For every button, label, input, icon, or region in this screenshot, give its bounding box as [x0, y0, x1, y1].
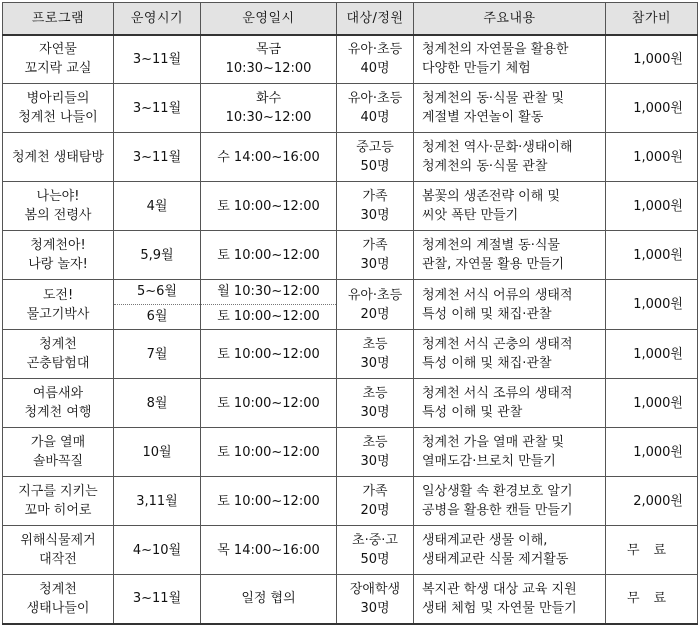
period-cell: 4~10월 — [114, 526, 201, 575]
schedule-line: 수 14:00~16:00 — [217, 149, 320, 165]
program-cell — [3, 330, 114, 379]
program-name-line: 생태나들이 — [26, 600, 90, 616]
content-line: 청계천의 동·식물 관찰 및 — [422, 91, 565, 106]
header-content: 주요내용 — [414, 3, 606, 35]
program-name-line: 나랑 놀자! — [28, 257, 88, 272]
content-line: 청계천 서식 어류의 생태적 — [422, 287, 573, 303]
target-line: 30명 — [360, 356, 390, 371]
target-line: 초등 — [362, 337, 388, 352]
schedule-line: 10:30~12:00 — [225, 110, 312, 125]
content-cell — [414, 133, 606, 182]
program-name-line: 여름새와 — [32, 386, 84, 401]
content-line: 청계천 서식 조류의 생태적 — [422, 386, 573, 401]
table-row — [3, 280, 698, 330]
schedule-line: 10:30~12:00 — [225, 61, 312, 77]
table-body — [3, 35, 698, 624]
content-line: 복지관 학생 대상 교육 지원 — [422, 581, 577, 597]
target-line: 40명 — [360, 61, 390, 77]
target-line: 가족 — [362, 189, 388, 204]
program-name-line: 꼬지락 교실 — [24, 61, 92, 77]
period-cell: 10월 — [114, 428, 201, 477]
program-name-line: 자연물 — [39, 42, 77, 58]
fee-cell: 1,000원 — [606, 330, 698, 379]
program-cell — [3, 477, 114, 526]
schedule-cell — [201, 330, 337, 379]
period-cell: 8월 — [114, 379, 201, 428]
content-cell — [414, 231, 606, 280]
content-line: 다양한 만들기 체험 — [422, 61, 531, 77]
fee-cell: 1,000원 — [606, 35, 698, 84]
target-line: 가족 — [362, 484, 388, 499]
header-target: 대상/정원 — [337, 3, 414, 35]
table-row — [3, 477, 698, 526]
content-cell — [414, 379, 606, 428]
content-cell — [414, 526, 606, 575]
period-cell: 3~11월 — [114, 35, 201, 84]
program-cell — [3, 182, 114, 231]
content-line: 특성 이해 및 관찰 — [422, 405, 523, 420]
program-name-line: 나는야! — [36, 189, 80, 204]
program-name-line: 청계천 나들이 — [18, 110, 98, 125]
content-cell — [414, 280, 606, 330]
target-cell — [337, 477, 414, 526]
program-name-line: 가을 열매 — [30, 435, 86, 450]
target-line: 20명 — [360, 306, 390, 322]
schedule-subrow: 월 10:30~12:00 — [201, 280, 336, 305]
target-line: 30명 — [360, 454, 390, 469]
target-line: 초등 — [362, 386, 388, 401]
content-line: 청계천 가을 열매 관찰 및 — [422, 435, 565, 450]
target-line: 장애학생 — [349, 581, 401, 597]
schedule-cell — [201, 84, 337, 133]
target-cell — [337, 231, 414, 280]
schedule-line: 화수 — [255, 91, 282, 106]
program-table — [2, 2, 698, 625]
target-line: 20명 — [360, 503, 390, 518]
fee-cell: 1,000원 — [606, 182, 698, 231]
content-line: 생태 체험 및 자연물 만들기 — [422, 600, 577, 616]
fee-cell: 1,000원 — [606, 231, 698, 280]
table-row — [3, 133, 698, 182]
schedule-subrow: 토 10:00~12:00 — [217, 309, 320, 324]
content-line: 열매도감·브로치 만들기 — [422, 454, 556, 469]
fee-cell: 1,000원 — [606, 133, 698, 182]
period-cell: 3~11월 — [114, 84, 201, 133]
target-line: 가족 — [362, 238, 388, 253]
program-cell — [3, 575, 114, 624]
target-line: 유아·초등 — [347, 287, 403, 303]
target-line: 30명 — [360, 208, 390, 223]
program-name-line: 위해식물제거 — [20, 533, 96, 548]
fee-cell: 무료 — [606, 575, 698, 624]
table-row — [3, 379, 698, 428]
program-cell — [3, 379, 114, 428]
table-row — [3, 575, 698, 624]
program-name-line: 물고기박사 — [26, 306, 90, 322]
content-line: 청계천 역사·문화·생태이해 — [422, 140, 573, 155]
program-cell — [3, 231, 114, 280]
schedule-line: 토 10:00~12:00 — [217, 395, 320, 411]
program-name-line: 곤충탐험대 — [26, 356, 90, 371]
target-line: 30명 — [360, 405, 390, 420]
schedule-line: 토 10:00~12:00 — [217, 493, 320, 509]
table-row — [3, 330, 698, 379]
schedule-cell — [201, 526, 337, 575]
content-cell — [414, 575, 606, 624]
content-cell — [414, 182, 606, 231]
program-name-line: 청계천 — [39, 581, 77, 597]
target-line: 유아·초등 — [347, 91, 403, 106]
target-line: 50명 — [360, 552, 390, 567]
schedule-cell — [201, 182, 337, 231]
target-cell — [337, 526, 414, 575]
program-name-line: 청계천 여행 — [24, 405, 92, 420]
content-line: 일상생활 속 환경보호 알기 — [422, 484, 573, 499]
table-row — [3, 182, 698, 231]
content-cell — [414, 35, 606, 84]
schedule-line: 토 10:00~12:00 — [217, 198, 320, 214]
fee-cell: 1,000원 — [606, 84, 698, 133]
program-name-line: 지구를 지키는 — [18, 484, 98, 499]
target-cell — [337, 133, 414, 182]
content-cell — [414, 428, 606, 477]
period-cell: 3,11월 — [114, 477, 201, 526]
program-cell — [3, 526, 114, 575]
program-cell — [3, 133, 114, 182]
schedule-cell — [201, 428, 337, 477]
period-cell — [114, 280, 201, 330]
fee-cell: 1,000원 — [606, 379, 698, 428]
program-name-line: 청계천아! — [30, 238, 86, 253]
target-line: 30명 — [360, 257, 390, 272]
program-name-line: 청계천 생태탐방 — [11, 149, 105, 165]
schedule-line: 일정 협의 — [241, 591, 296, 607]
content-line: 청계천의 계절별 동·식물 — [422, 238, 560, 253]
table-row — [3, 526, 698, 575]
content-line: 특성 이해 및 채집·관찰 — [422, 306, 552, 322]
schedule-cell — [201, 133, 337, 182]
target-line: 초등 — [362, 435, 388, 450]
fee-cell: 1,000원 — [606, 280, 698, 330]
period-subrow: 5~6월 — [114, 280, 200, 305]
content-cell — [414, 477, 606, 526]
target-line: 중고등 — [356, 140, 394, 155]
period-cell: 3~11월 — [114, 575, 201, 624]
program-cell — [3, 280, 114, 330]
target-cell — [337, 182, 414, 231]
content-line: 계절별 자연놀이 활동 — [422, 110, 544, 125]
period-cell: 3~11월 — [114, 133, 201, 182]
table-row — [3, 231, 698, 280]
program-name-line: 솔바꼭질 — [32, 454, 84, 469]
content-line: 생태계교란 생물 이해, — [422, 533, 548, 548]
program-name-line: 대작전 — [39, 552, 77, 567]
schedule-line: 토 10:00~12:00 — [217, 444, 320, 460]
target-line: 40명 — [360, 110, 390, 125]
program-name-line: 꼬마 히어로 — [24, 503, 92, 518]
target-line: 유아·초등 — [347, 42, 403, 58]
table-row — [3, 428, 698, 477]
program-cell — [3, 84, 114, 133]
program-cell — [3, 428, 114, 477]
target-cell — [337, 575, 414, 624]
target-cell — [337, 35, 414, 84]
target-cell — [337, 280, 414, 330]
content-cell — [414, 330, 606, 379]
period-cell: 4월 — [114, 182, 201, 231]
target-cell — [337, 428, 414, 477]
program-name-line: 청계천 — [39, 337, 77, 352]
schedule-line: 토 10:00~12:00 — [217, 247, 320, 263]
target-cell — [337, 330, 414, 379]
schedule-cell — [201, 575, 337, 624]
target-line: 50명 — [360, 159, 390, 174]
content-line: 봄꽃의 생존전략 이해 및 — [422, 189, 560, 204]
header-fee: 참가비 — [606, 3, 698, 35]
period-cell: 7월 — [114, 330, 201, 379]
content-line: 청계천의 자연물을 활용한 — [422, 42, 569, 58]
content-line: 공병을 활용한 캔들 만들기 — [422, 503, 573, 518]
header-period: 운영시기 — [114, 3, 201, 35]
content-line: 관찰, 자연물 활용 만들기 — [422, 257, 565, 272]
program-name-line: 병아리들의 — [26, 91, 90, 106]
target-cell — [337, 379, 414, 428]
schedule-line: 토 10:00~12:00 — [217, 346, 320, 362]
schedule-cell — [201, 231, 337, 280]
target-cell — [337, 84, 414, 133]
program-cell — [3, 35, 114, 84]
content-line: 특성 이해 및 채집·관찰 — [422, 356, 552, 371]
content-line: 청계천 서식 곤충의 생태적 — [422, 337, 573, 352]
schedule-line: 목금 — [255, 42, 282, 58]
period-subrow: 6월 — [146, 309, 168, 324]
target-line: 초·중·고 — [352, 533, 398, 548]
program-name-line: 봄의 전령사 — [24, 208, 92, 223]
schedule-cell — [201, 379, 337, 428]
content-cell — [414, 84, 606, 133]
schedule-line: 목 14:00~16:00 — [217, 542, 320, 558]
target-line: 30명 — [360, 600, 390, 616]
content-line: 씨앗 폭탄 만들기 — [422, 208, 519, 223]
header-program: 프로그램 — [3, 3, 114, 35]
header-schedule: 운영일시 — [201, 3, 337, 35]
content-line: 청계천의 동·식물 관찰 — [422, 159, 548, 174]
program-name-line: 도전! — [42, 287, 74, 303]
schedule-cell — [201, 477, 337, 526]
period-cell: 5,9월 — [114, 231, 201, 280]
table-row — [3, 84, 698, 133]
content-line: 생태계교란 식물 제거활동 — [422, 552, 569, 567]
schedule-cell — [201, 280, 337, 330]
fee-cell: 2,000원 — [606, 477, 698, 526]
header-row — [3, 3, 698, 35]
fee-cell: 무료 — [606, 526, 698, 575]
table-row — [3, 35, 698, 84]
fee-cell: 1,000원 — [606, 428, 698, 477]
schedule-cell — [201, 35, 337, 84]
